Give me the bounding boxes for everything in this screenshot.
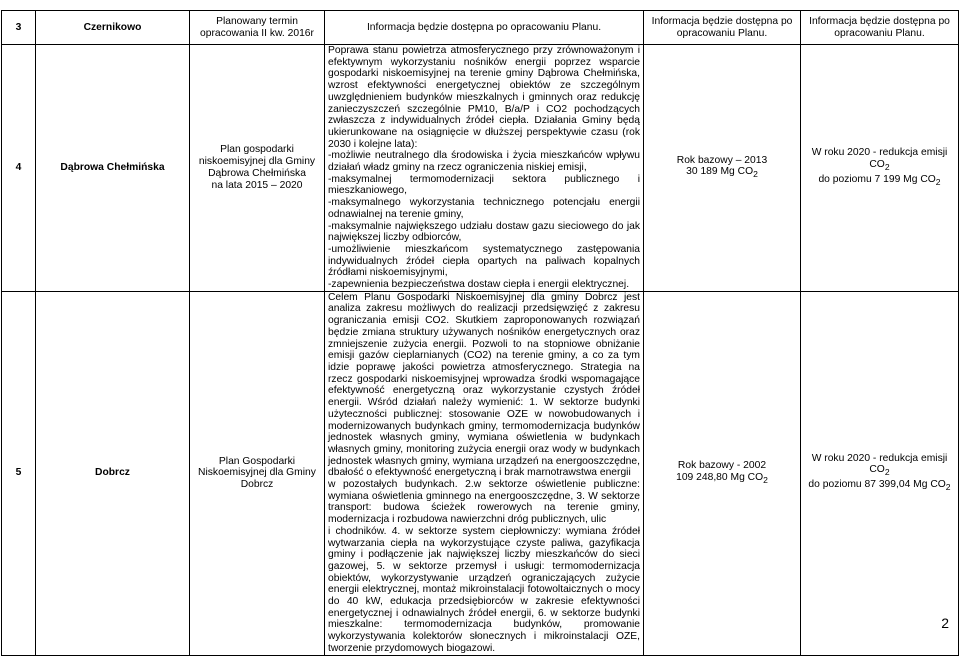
base-year-value: 109 248,80 Mg $CO_2$ <box>676 471 768 485</box>
plan-description <box>325 291 644 655</box>
description-paragraph: -maksymalnie największego udziału dostaw gazu sieciowego do jak największej liczby odbiorców, <box>328 220 640 244</box>
page-number: 2 <box>941 615 949 631</box>
plan-description <box>325 45 644 292</box>
target-label: W roku 2020 - redukcja emisji $CO_2$ <box>811 452 948 478</box>
description-paragraph: -możliwie neutralnego dla środowiska i życia mieszkańców wpływu działań władz gminy na rzecz ograniczenia niskiej emisji, <box>328 150 640 174</box>
description-paragraph: -maksymalnego wykorzystania technicznego potencjału energii odnawialnej na terenie gminy, <box>328 197 640 220</box>
plan-name-line: Dąbrowa Chełmińska <box>208 167 306 179</box>
target-value: do poziomu 7 199 Mg $CO_2$ <box>818 173 941 187</box>
description-paragraph: -maksymalnej termomodernizacji sektora publicznego i mieszkaniowego, <box>328 173 640 197</box>
municipality-name: Czernikowo <box>36 11 190 45</box>
plan-name-line: na lata 2015 – 2020 <box>211 179 303 191</box>
description-paragraph: i chodników. 4. w sektorze system ciepłowniczy: wymiana źródeł wytwarzania ciepła na wykorzystujące czyste paliwa, gazyfikacja gminy i podłączenie jak największej liczby mieszkańców do sieci gazowej, 5. w sektorze przemysł i usługi: termomodernizacja obiektów, wykorzystywanie urządzeń ograniczających zużycie energii elektrycznej, montaż mikroinstalacji fotowoltaicznych o mocy do 40 kW, edukacja przedsiębiorców w zakresie efektywności energetycznej i odnawialnych źródeł energii, 6. w sektorze budynki mieszkalne: termomodernizacja budynków, promowanie wykorzystywania kolektorów słonecznych i mikroinstalacji OZE, tworzenie przydomowych biogazowi. <box>328 525 640 654</box>
table-row <box>2 291 959 655</box>
target-value: do poziomu 87 399,04 Mg $CO_2$ <box>808 479 951 493</box>
base-year-emission: Informacja będzie dostępna po opracowaniu Planu. <box>644 11 801 45</box>
description-paragraph: Poprawa stanu powietrza atmosferycznego przy zrównoważonym i efektywnym wykorzystaniu nośników energii poprzez wsparcie gospodarki niskoemisyjnej na terenie gminy Dąbrowa Chełmińska, wzrost efektywności energetycznej obiektów ze szczególnym uwzględnieniem budynków mieszkalnych i gminnych oraz redukcję zanieczyszczeń szczególnie PM10, B/a/P i CO2 pochodzących zwłaszcza z indywidualnych źródeł ciepła. Działania Gminy będą ukierunkowane na osiągnięcie w dłuższej perspektywie czasu (rok 2030 i kolejne lata): <box>328 45 640 150</box>
plan-name-line: Plan gospodarki <box>220 144 294 156</box>
plan-name-line: Niskoemisyjnej dla Gminy <box>198 467 316 479</box>
plan-name-line: Plan Gospodarki <box>218 455 296 467</box>
plan-name-line: niskoemisyjnej dla Gminy <box>198 156 316 168</box>
target-emission: Informacja będzie dostępna po opracowaniu Planu. <box>801 11 959 45</box>
description-paragraph: -zapewnienia bezpieczeństwa dostaw ciepła i energii elektrycznej. <box>328 279 630 291</box>
description-paragraph: Celem Planu Gospodarki Niskoemisyjnej dla gminy Dobrcz jest analiza zakresu możliwych do realizacji przedsięwzięć z zakresu ograniczania emisji CO2. Skutkiem zaproponowanych rozwiązań będzie zmiana struktury używanych nośników energetycznych oraz zmniejszenie zużycia energii. Pozwoli to na stopniowe obniżanie emisji gazów cieplarnianych (CO2) na terenie gminy, a co za tym idzie poprawę jakości powietrza atmosferycznego. Strategia na rzecz gospodarki niskoemisyjnej wprowadza środki wspomagające efektywność energetyczną oraz wykorzystanie czystych źródeł energii. Wśród działań należy wymienić: 1. W sektorze budynki użyteczności publicznej: stosowanie OZE w nowobudowanych i modernizowanych budynkach gminy, termomodernizacja budynków jednostek własnych gminy, wymiana oświetlenia w budynkach własnych gminy, monitoring zużycia energii oraz wody w budynkach jednostek własnych gminy, wymiana urządzeń na energooszczędne, dbałość o efektywność energetyczną i brak marnotrawstwa energii <box>328 291 640 479</box>
base-year-value: 30 189 Mg $CO_2$ <box>686 166 758 180</box>
row-number: 4 <box>2 45 36 292</box>
municipality-name: Dobrcz <box>36 291 190 655</box>
plan-name <box>190 45 325 292</box>
row-number: 5 <box>2 291 36 655</box>
table-row <box>2 11 959 45</box>
base-year-label: Rok bazowy – 2013 <box>676 154 768 166</box>
target-label: W roku 2020 - redukcja emisji $CO_2$ <box>811 147 948 173</box>
plans-table <box>1 10 959 656</box>
plan-name <box>190 291 325 655</box>
base-year-label: Rok bazowy - 2002 <box>677 459 767 471</box>
base-year-emission <box>644 45 801 292</box>
description-paragraph: -umożliwienie mieszkańcom systematycznego zastępowania indywidualnych źródeł ciepła opartych na paliwach kopalnych źródłami niskoemisyjnymi, <box>328 243 640 279</box>
plan-name: Planowany termin opracowania II kw. 2016r <box>190 11 325 45</box>
plan-description: Informacja będzie dostępna po opracowaniu Planu. <box>325 11 644 45</box>
municipality-name: Dąbrowa Chełmińska <box>36 45 190 292</box>
table-row <box>2 45 959 292</box>
base-year-emission <box>644 291 801 655</box>
description-paragraph: w pozostałych budynkach. 2.w sektorze oświetlenie publiczne: wymiana oświetlenia gminnego na energooszczędne, 3. W sektorze transport: budowa ścieżek rowerowych na terenie gminy, modernizacja i rozbudowa nawierzchni dróg publicznych, ulic <box>328 479 640 526</box>
row-number: 3 <box>2 11 36 45</box>
target-emission <box>801 45 959 292</box>
target-emission <box>801 291 959 655</box>
plan-name-line: Dobrcz <box>240 479 274 491</box>
